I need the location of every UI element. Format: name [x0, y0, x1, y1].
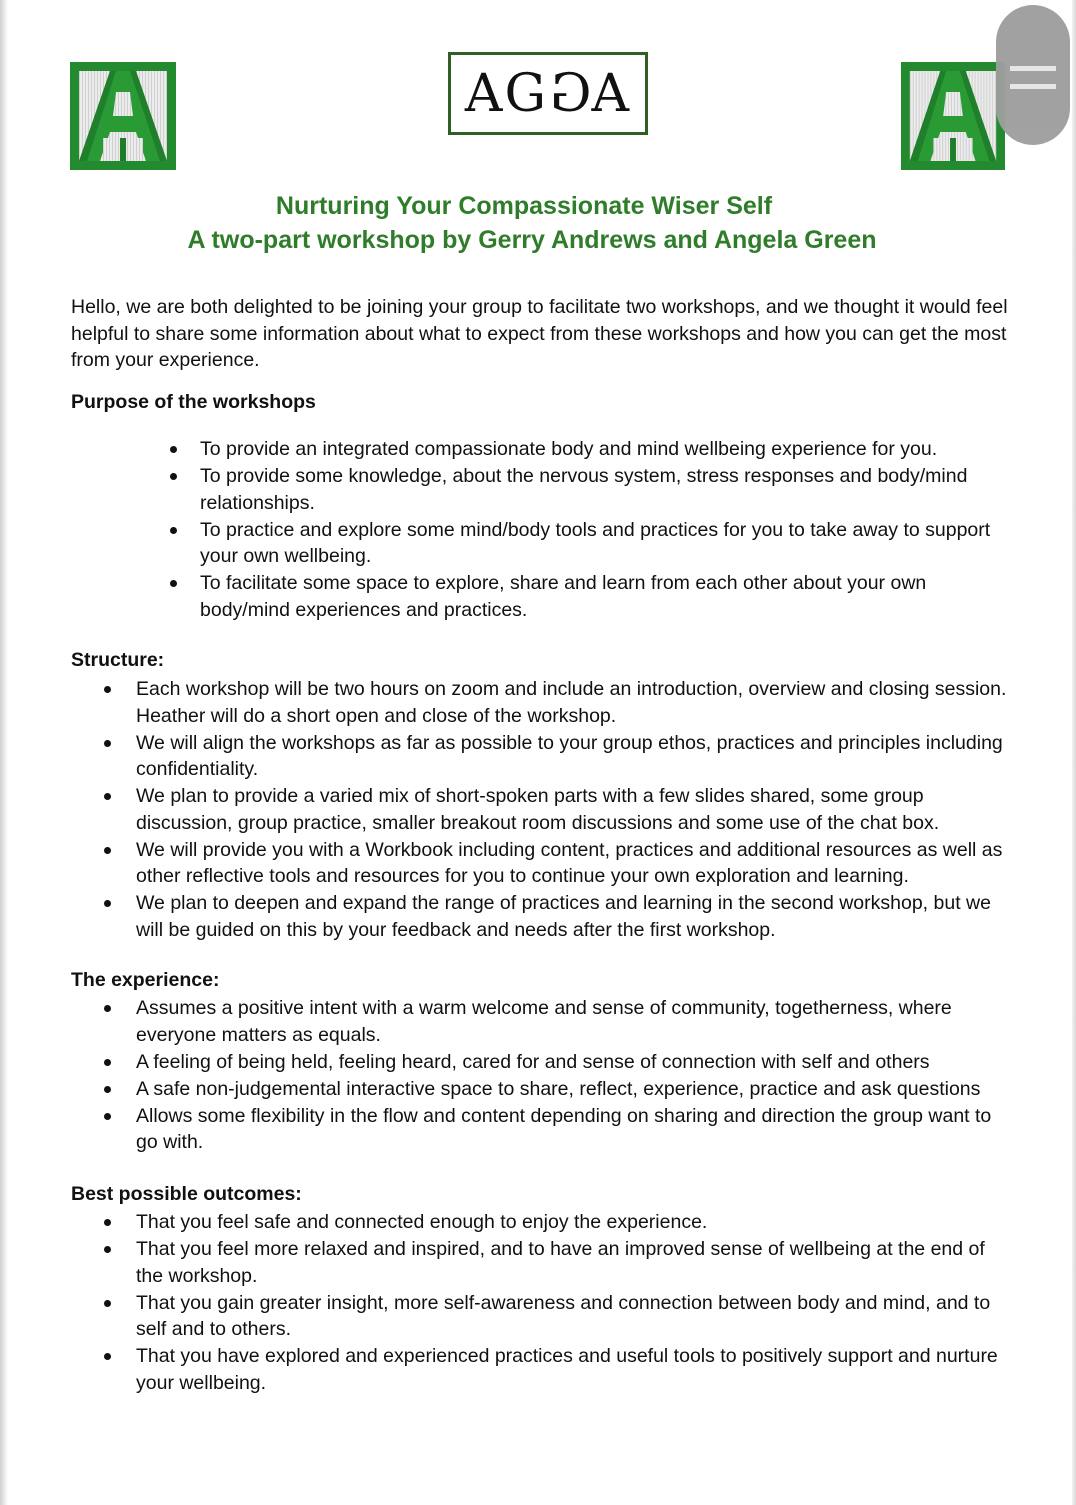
list-item: We plan to deepen and expand the range of practices and learning in the second workshop, but we will be guided on this by your feedback and needs after the first workshop.: [136, 890, 1016, 943]
bullet-icon: [104, 1353, 111, 1360]
list-item: Each workshop will be two hours on zoom and include an introduction, overview and closing session. Heather will do a short open and close of the workshop.: [136, 676, 1016, 729]
list-item: We will align the workshops as far as possible to your group ethos, practices and principles including confidentiality.: [136, 730, 1016, 783]
list-item: Assumes a positive intent with a warm welcome and sense of community, togetherness, where everyone matters as equals.: [136, 995, 1016, 1048]
list-item: To facilitate some space to explore, share and learn from each other about your own body/mind experiences and practices.: [200, 570, 1020, 623]
list-item: A safe non-judgemental interactive space to share, reflect, experience, practice and ask questions: [136, 1076, 1016, 1103]
list-item: Allows some flexibility in the flow and content depending on sharing and direction the group want to go with.: [136, 1103, 1016, 1156]
purpose-list: [200, 436, 1020, 624]
bullet-icon: [170, 473, 177, 480]
list-item: That you have explored and experienced practices and useful tools to positively support and nurture your wellbeing.: [136, 1343, 1016, 1396]
logo-a-right-icon: [901, 62, 1005, 170]
bullet-icon: [104, 1246, 111, 1253]
list-item: We plan to provide a varied mix of short-spoken parts with a few slides shared, some group discussion, group practice, smaller breakout room discussions and some use of the chat box.: [136, 783, 1016, 836]
intro-paragraph: Hello, we are both delighted to be joining your group to facilitate two workshops, and we thought it would feel helpful to share some information about what to expect from these workshops and how you can get the most from your experience.: [71, 296, 1008, 371]
section-heading-outcomes: Best possible outcomes:: [71, 1183, 302, 1205]
document-title: Nurturing Your Compassionate Wiser Self: [275, 192, 773, 220]
bullet-icon: [104, 900, 111, 907]
bullet-icon: [104, 740, 111, 747]
list-item: That you gain greater insight, more self-awareness and connection between body and mind, and to self and to others.: [136, 1290, 1016, 1343]
list-item: To practice and explore some mind/body tools and practices for you to take away to support your own wellbeing.: [200, 517, 1020, 570]
bullet-icon: [104, 1005, 111, 1012]
list-item: A feeling of being held, feeling heard, cared for and sense of connection with self and others: [136, 1049, 1016, 1076]
bullet-icon: [104, 1113, 111, 1120]
agga-logo: [448, 52, 648, 135]
section-heading-structure: Structure:: [71, 649, 165, 671]
bullet-icon: [104, 1059, 111, 1066]
drag-handle-icon: [1010, 66, 1056, 71]
section-heading-experience: The experience:: [71, 969, 220, 991]
experience-list: [136, 995, 1016, 1156]
bullet-icon: [104, 1219, 111, 1226]
section-heading-purpose: Purpose of the workshops: [71, 391, 316, 413]
list-item: That you feel more relaxed and inspired, and to have an improved sense of wellbeing at the end of the workshop.: [136, 1236, 1016, 1289]
bullet-icon: [170, 580, 177, 587]
outcomes-list: [136, 1209, 1016, 1397]
bullet-icon: [104, 847, 111, 854]
bullet-icon: [170, 527, 177, 534]
document-subtitle: A two-part workshop by Gerry Andrews and Angela Green: [187, 226, 877, 254]
logo-a-left-icon: [70, 62, 176, 170]
list-item: To provide an integrated compassionate body and mind wellbeing experience for you.: [200, 436, 1020, 463]
list-item: To provide some knowledge, about the nervous system, stress responses and body/mind relationships.: [200, 463, 1020, 516]
bullet-icon: [104, 1086, 111, 1093]
bullet-icon: [104, 1300, 111, 1307]
list-item: We will provide you with a Workbook including content, practices and additional resources as well as other reflective tools and resources for you to continue your own exploration and learning.: [136, 837, 1016, 890]
structure-list: [136, 676, 1016, 944]
list-item: That you feel safe and connected enough to enjoy the experience.: [136, 1209, 1016, 1236]
agga-logo-text: AGGA: [464, 63, 632, 124]
scroll-handle[interactable]: [996, 5, 1070, 145]
drag-handle-icon-line: [1010, 84, 1056, 89]
bullet-icon: [170, 446, 177, 453]
bullet-icon: [104, 793, 111, 800]
bullet-icon: [104, 686, 111, 693]
